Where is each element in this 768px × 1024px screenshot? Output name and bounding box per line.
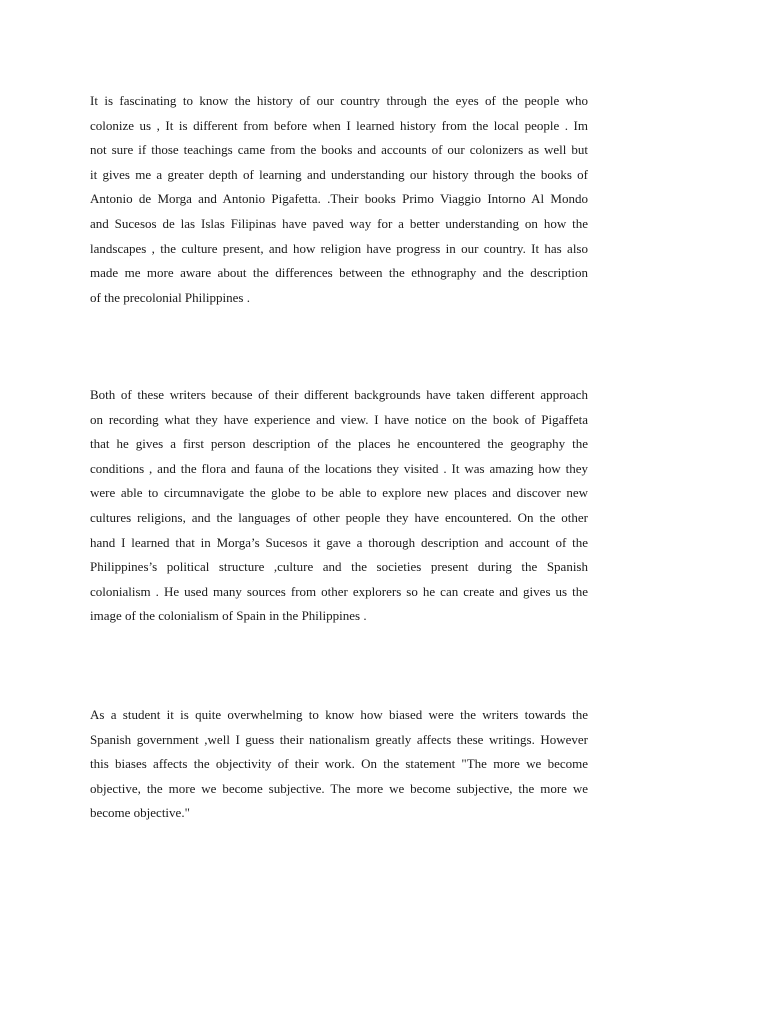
text-line: Spanish government ,well I guess their nationalism greatly affects these writings. However	[90, 731, 588, 747]
paragraph-1	[90, 89, 588, 310]
text-line: this biases affects the objectivity of their work. On the statement "The more we become	[90, 756, 588, 772]
text-line: landscapes , the culture present, and how religion have progress in our country. It has also	[90, 240, 588, 256]
text-line: it gives me a greater depth of learning and understanding our history through the books of	[90, 166, 588, 182]
text-line: become objective."	[90, 805, 190, 821]
paragraph-3	[90, 703, 588, 826]
text-line: made me more aware about the differences between the ethnography and the description	[90, 265, 588, 281]
text-line: image of the colonialism of Spain in the Philippines .	[90, 608, 367, 624]
text-line: It is fascinating to know the history of our country through the eyes of the people who	[90, 93, 588, 108]
text-line: colonialism . He used many sources from other explorers so he can create and gives us the	[90, 583, 588, 599]
text-line: As a student it is quite overwhelming to know how biased were the writers towards the	[90, 707, 588, 722]
text-line: Antonio de Morga and Antonio Pigafetta. .Their books Primo Viaggio Intorno Al Mondo	[90, 191, 588, 207]
text-line: hand I learned that in Morga’s Sucesos it gave a thorough description and account of the	[90, 534, 588, 550]
text-line: Philippines’s political structure ,culture and the societies present during the Spanish	[90, 559, 588, 575]
text-line: cultures religions, and the languages of other people they have encountered. On the other	[90, 509, 588, 525]
text-line: not sure if those teachings came from the books and accounts of our colonizers as well but	[90, 142, 588, 158]
text-line: colonize us , It is different from before when I learned history from the local people . Im	[90, 117, 588, 133]
text-line: objective, the more we become subjective. The more we become subjective, the more we	[90, 780, 588, 796]
text-line: conditions , and the flora and fauna of the locations they visited . It was amazing how they	[90, 460, 588, 476]
paragraph-2	[90, 383, 588, 629]
text-line: on recording what they have experience and view. I have notice on the book of Pigaffeta	[90, 411, 588, 427]
text-line: were able to circumnavigate the globe to be able to explore new places and discover new	[90, 485, 588, 501]
text-line: that he gives a first person description of the places he encountered the geography the	[90, 436, 588, 452]
text-line: and Sucesos de las Islas Filipinas have paved way for a better understanding on how the	[90, 215, 588, 231]
text-line: Both of these writers because of their different backgrounds have taken different approach	[90, 387, 588, 402]
text-line: of the precolonial Philippines .	[90, 289, 250, 305]
